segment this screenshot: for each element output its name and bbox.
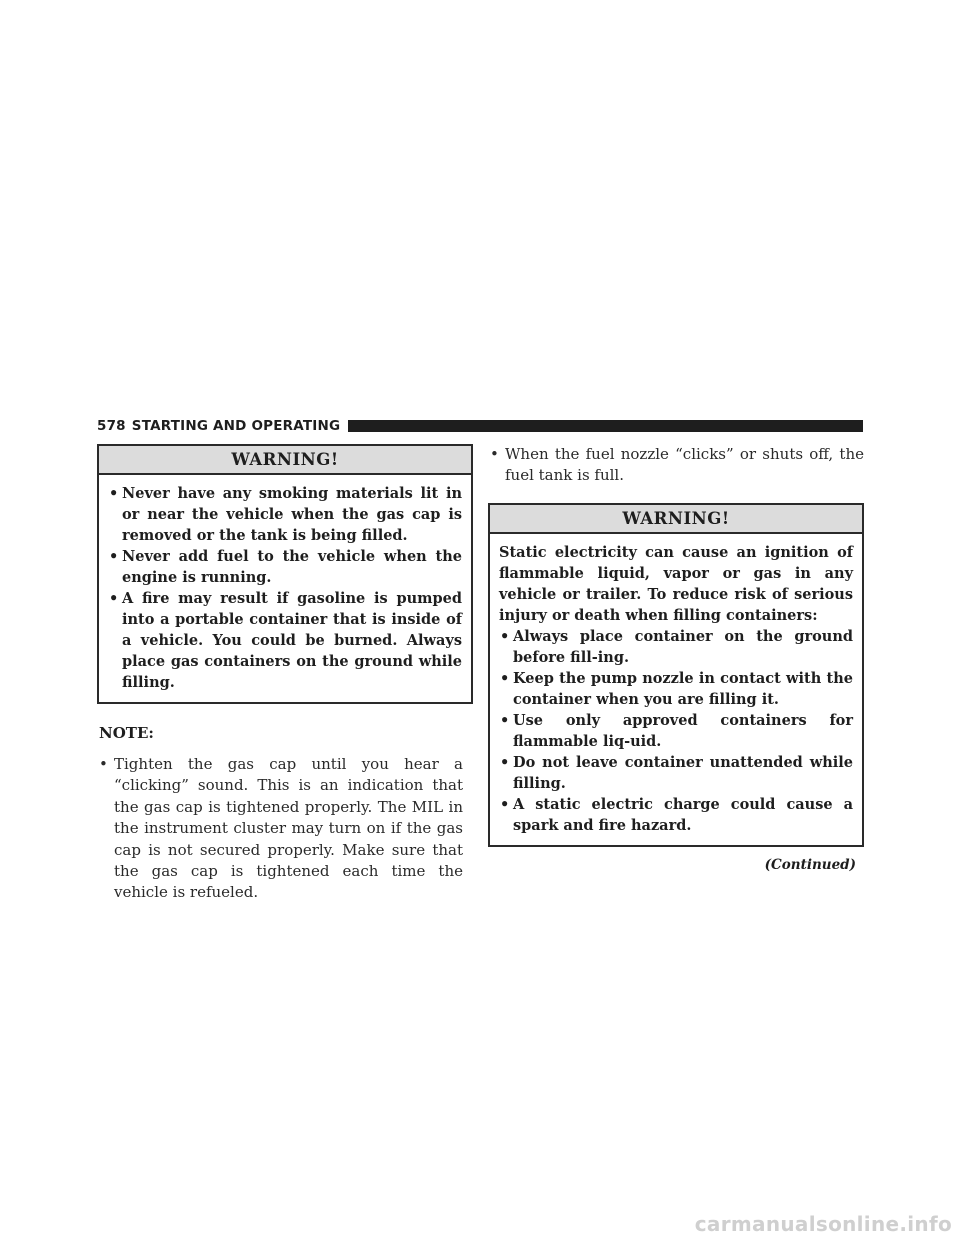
- bullet-icon: •: [109, 485, 119, 502]
- warning-body: [99, 475, 471, 702]
- watermark-text: carmanualsonline.info: [694, 1212, 952, 1236]
- warning-item: • Keep the pump nozzle in contact with the container when you are filling it.: [500, 669, 853, 708]
- section-title: STARTING AND OPERATING: [131, 418, 341, 434]
- warning-item: • Use only approved containers for flammable liq-uid.: [500, 711, 853, 750]
- body-list: [488, 444, 864, 487]
- bullet-icon: •: [500, 669, 510, 687]
- warning-intro: Static electricity can cause an ignition of flammable liquid, vapor or gas in any vehicle or trailer. To reduce risk of serious injury or death when filling containers:: [499, 543, 853, 624]
- warning-item: • Do not leave container unattended while filling.: [500, 753, 853, 792]
- bullet-icon: •: [500, 753, 510, 771]
- left-column: [97, 444, 473, 904]
- warning-item: • A fire may result if gasoline is pumped into a portable container that is inside of a vehicle. You could be burned. Always place gas containers on the ground while filling.: [109, 590, 462, 691]
- header-rule: [348, 420, 863, 432]
- bullet-icon: •: [500, 711, 510, 729]
- warning-body: [490, 534, 862, 845]
- bullet-icon: •: [99, 755, 108, 773]
- bullet-icon: •: [109, 590, 119, 607]
- warning-list: [499, 626, 853, 836]
- note-list: [97, 754, 473, 904]
- warning-title: WARNING!: [490, 505, 862, 534]
- continued-label: (Continued): [764, 856, 856, 873]
- warning-item: • Never have any smoking materials lit in or near the vehicle when the gas cap is removed or the tank is being filled.: [109, 485, 462, 544]
- warning-list: [108, 483, 462, 693]
- bullet-icon: •: [490, 445, 499, 463]
- bullet-icon: •: [500, 627, 510, 645]
- warning-box-static: [488, 503, 864, 847]
- page-header: [97, 417, 863, 435]
- note-item: • Tighten the gas cap until you hear a “clicking” sound. This is an indication that the gas cap is tightened properly. The MIL in the instrument cluster may turn on if the gas cap is not secured properly. Make sure that the gas cap is tightened each time the vehicle is refueled.: [99, 755, 463, 902]
- warning-box-fire: [97, 444, 473, 704]
- bullet-icon: •: [500, 795, 510, 813]
- list-item: • When the fuel nozzle “clicks” or shuts off, the fuel tank is full.: [490, 445, 864, 485]
- right-column: [488, 444, 864, 873]
- bullet-icon: •: [109, 548, 119, 565]
- warning-item: • A static electric charge could cause a spark and fire hazard.: [500, 795, 853, 834]
- warning-title: WARNING!: [99, 446, 471, 475]
- warning-item: • Always place container on the ground before fill-ing.: [500, 627, 853, 666]
- note-label: NOTE:: [99, 724, 154, 742]
- warning-item: • Never add fuel to the vehicle when the engine is running.: [109, 548, 462, 586]
- page-number: 578: [97, 418, 126, 434]
